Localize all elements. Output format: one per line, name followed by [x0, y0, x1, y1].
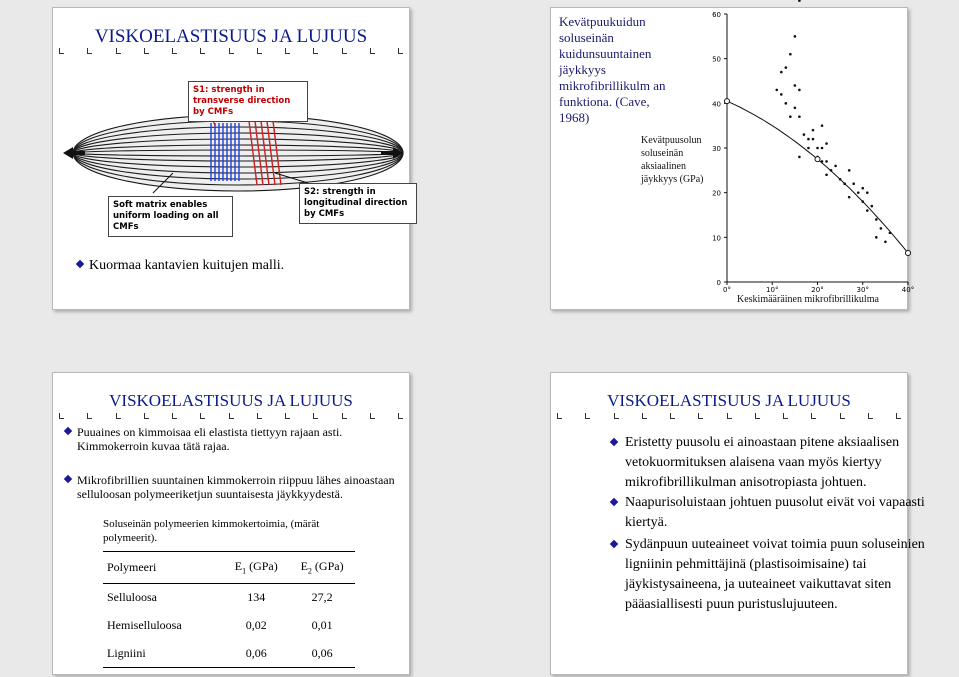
data-point	[852, 182, 855, 185]
slide-1	[52, 7, 410, 310]
slide-title: VISKOELASTISUUS JA LUJUUS	[109, 391, 353, 410]
table-cell: 134	[247, 590, 266, 605]
y-tick-label: 60	[712, 11, 721, 19]
y-tick-label: 20	[712, 189, 721, 198]
data-point	[866, 209, 869, 212]
scatter-chart	[551, 8, 915, 309]
data-point	[880, 227, 883, 230]
bullet-item: Mikrofibrillien suuntainen kimmokerroin riippuu lähes ainoastaan selluloosan polymeeriketjun suuntaisesta jäykkyydestä.	[63, 473, 407, 501]
table-row	[103, 640, 355, 668]
data-point	[871, 205, 874, 208]
data-point	[825, 174, 828, 177]
title-tick-marks	[557, 413, 901, 421]
bullet-item: Sydänpuun uuteaineet voivat toimia puun soluseinien ligniinin pehmittäjinä (plastisoimisaine) tai jäykistysaineena, ja uuteaineet vaikuttavat siten pääasiallisesti puun puristuslujuuteen.	[609, 535, 925, 615]
table-cell: Ligniini	[107, 645, 146, 660]
slide-title: VISKOELASTISUUS JA LUJUUS	[94, 26, 368, 47]
data-point	[816, 147, 819, 150]
s2-label: S2: strength in longitudinal direction by CMFs	[299, 183, 417, 224]
data-point	[780, 71, 783, 74]
x-tick-label: 10°	[766, 286, 779, 294]
table-cell: 0,02	[245, 618, 267, 632]
data-point	[798, 0, 801, 2]
fit-curve	[727, 101, 908, 253]
x-tick-label: 30°	[856, 286, 869, 294]
y-tick-label: 30	[712, 145, 721, 153]
data-point	[821, 147, 824, 150]
table-row	[103, 612, 355, 640]
fit-marker	[725, 99, 730, 104]
chart-caption: Kevätpuukuidun soluseinän kuidunsuuntainen jäykkyys mikrofibrillikulm an funktiona. (Cave, 1968)	[559, 14, 666, 125]
y-tick-label: 40	[712, 100, 721, 109]
data-point	[803, 133, 806, 136]
slide-2	[550, 7, 915, 310]
data-point	[794, 35, 797, 38]
bullet-item: Naapurisoluistaan johtuen puusolut eivät voi vapaasti kiertyä.	[609, 493, 925, 533]
data-point	[875, 236, 878, 239]
table-cell: 0,01	[311, 618, 333, 632]
data-point	[807, 147, 810, 150]
slide-4	[550, 372, 925, 675]
y-tick-label: 50	[712, 55, 721, 64]
title-tick-marks	[59, 413, 403, 421]
data-point	[794, 84, 797, 87]
data-point	[884, 241, 887, 244]
bullet-item: Puuaines on kimmoisaa eli elastista tiettyyn rajaan asti. Kimmokerroin kuvaa tätä rajaa.	[63, 425, 397, 453]
data-point	[789, 53, 792, 56]
table-row	[103, 584, 355, 612]
data-point	[798, 115, 801, 118]
data-point	[857, 191, 860, 194]
bullet-item: Kuormaa kantavien kuitujen malli.	[75, 258, 284, 274]
data-point	[875, 218, 878, 221]
y-tick-label: 0	[716, 279, 721, 287]
fit-marker	[906, 250, 911, 255]
title-tick-marks	[59, 48, 403, 56]
column-header: $E_2$ (GPa)	[300, 559, 344, 576]
data-point	[812, 129, 815, 132]
data-point	[812, 138, 815, 141]
bullet-item: Eristetty puusolu ei ainoastaan pitene aksiaalisen vetokuormituksen alaisena vaan myös kiertyy mikrofibrillikulman anisotropiasta johtuen.	[609, 433, 925, 493]
x-tick-label: 40°	[901, 286, 915, 294]
data-point	[794, 107, 797, 110]
table-cell: Selluloosa	[107, 590, 157, 605]
data-point	[866, 191, 869, 194]
data-point	[848, 196, 851, 199]
data-point	[834, 165, 837, 168]
data-point	[825, 160, 828, 163]
slide-title: VISKOELASTISUUS JA LUJUUS	[607, 391, 851, 410]
table-header-row	[103, 552, 355, 584]
data-point	[798, 156, 801, 159]
s1-label: S1: strength in transverse direction by CMFs	[188, 81, 308, 122]
x-axis-label: Keskimääräinen mikrofibrillikulma	[737, 294, 879, 305]
y-tick-label: 10	[712, 234, 721, 243]
data-point	[807, 138, 810, 141]
data-point	[789, 115, 792, 118]
matrix-label: Soft matrix enables uniform loading on all CMFs	[108, 196, 233, 237]
column-header: $E_1$ (GPa)	[234, 559, 278, 576]
polymer-table	[103, 551, 355, 668]
table-caption: Soluseinän polymeerien kimmokertoimia, (märät polymeerit).	[103, 518, 320, 544]
data-point	[861, 187, 864, 190]
data-point	[821, 124, 824, 127]
table-cell: Hemiselluloosa	[107, 618, 182, 632]
data-point	[798, 89, 801, 92]
column-header: Polymeeri	[107, 560, 157, 574]
data-point	[775, 89, 778, 92]
data-point	[848, 169, 851, 172]
x-tick-label: 20°	[811, 286, 824, 294]
data-point	[825, 142, 828, 145]
y-axis-label: Kevätpuusolun soluseinän aksiaalinen jäykkyys (GPa)	[641, 135, 704, 185]
table-cell: 0,06	[245, 645, 267, 660]
table-cell: 0,06	[311, 645, 333, 660]
slide-3	[52, 372, 410, 675]
table-cell: 27,2	[311, 590, 333, 605]
data-point	[785, 102, 788, 105]
fit-marker	[815, 157, 820, 162]
x-tick-label: 0°	[723, 286, 731, 294]
data-point	[780, 93, 783, 96]
data-point	[785, 66, 788, 69]
